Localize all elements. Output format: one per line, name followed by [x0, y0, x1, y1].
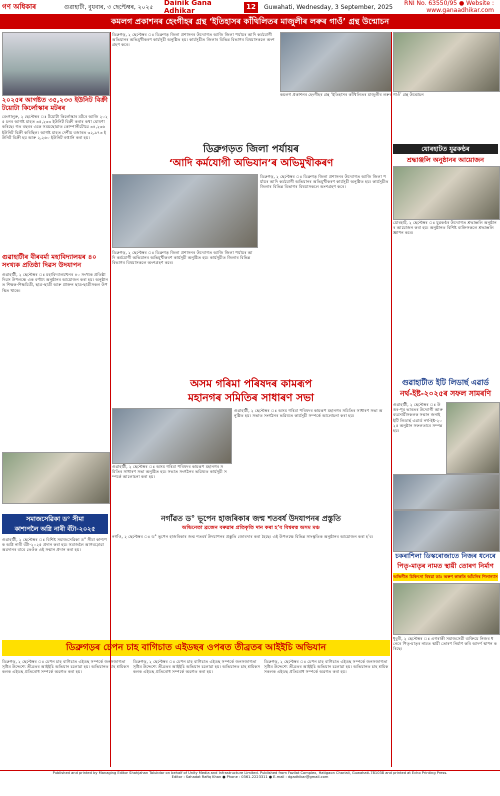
asom-garima-headline-2: মহানগৰ সমিতিৰ সাধাৰণ সভা: [188, 392, 314, 404]
dibrugarh-headline-1: ডিব্ৰুগড়ত জিলা পৰ্যায়ৰ: [203, 144, 299, 155]
toyota-body: বেংগালুৰু, ২ ছেপ্টেম্বৰ ঃ টয়োটা কিৰ্লোস্কাৰ মটৰে আজি ২০২৫ চনৰ আগষ্ট মাহত ৩৫,২৩৩ ইউনিট বিক্ৰী কৰাৰ কথা ঘোষণা কৰিছে। গত বছৰৰ একে সময়ছোৱাত কোম্পানীটোৱে ৩৪,২৩৬ ইউনিট বিক্ৰী কৰিছিল। আগষ্ট মাহত দেশীয় বজাৰত ৩২,৯৭৩ ইউনিট বিক্ৰী হয় আৰু ২,২৬০ ইউনিট ৰপ্তানি কৰা হয়।: [2, 114, 108, 140]
chepon-headline: ডিব্ৰুগড়ৰ চেপন চাহ বাগিচাত এইডছৰ ওপৰত তীব্ৰতৰ আইইচি অভিযান: [2, 640, 390, 656]
bhupen-subheadline: অভিনেতা ব্ৰজেন বৰুৱাৰ প্ৰতিকৃতি দান কৰা হ’ব বিশ্বৰত্ন অসম মঞ্চ: [182, 525, 320, 531]
jorhat-headline-1: যোৰহাটত যুৱকণ্ঠৰ: [393, 144, 498, 154]
asom-garima-body-2: গুৱাহাটী, ২ ছেপ্টেম্বৰ ঃ অসম গৰিমা পৰিষদৰ কামৰূপ মহানগৰ সমিতিৰ সাধাৰণ সভা অনুষ্ঠিত হয়। সভাত সংগঠনৰ ভৱিষ্যত কাৰ্যসূচী সম্পৰ্কে আলোচনা কৰা হয়।: [112, 464, 227, 480]
jorhat-body: যোৰহাট, ২ ছেপ্টেম্বৰ ঃ যুৱকণ্ঠৰ উদ্যোগত শ্ৰদ্ধাঞ্জলি অনুষ্ঠানৰ আয়োজন কৰা হয়। অনুষ্ঠানত বিশিষ্ট ব্যক্তিসকলে শ্ৰদ্ধাঞ্জলি জ্ঞাপন কৰে।: [393, 220, 497, 236]
date-assamese: গুৱাহাটী, বুধবাৰ, ৩ ছেপ্টেম্বৰ, ২০২৫: [64, 3, 154, 11]
chepon-body-2: ডিব্ৰুগড়, ২ ছেপ্টেম্বৰ ঃ চেপন চাহ বাগিচাত এইডছ সম্পৰ্কে জনসজাগতা সৃষ্টিৰ উদ্দেশ্যে তীব্ৰতৰ আইইচি অভিযান চলোৱা হয়। অভিযানত চাহ শ্ৰমিকসকলক এইডছ প্ৰতিৰোধ সম্পৰ্কে অৱগত কৰা হয়।: [133, 659, 261, 675]
rni-website: RNI No. 63550/95 ● Website : www.ganaadhikar.com: [404, 0, 494, 14]
it-leaders-headline-2: নৰ্থ-ইষ্ট-২০২৫ৰ সফল সামৰণি: [399, 389, 492, 398]
social-worker-headline-2: কাশ্যপলৈ অগ্নি নাৰী বঁটা-২০২৫: [2, 524, 108, 534]
chepon-body: ডিব্ৰুগড়, ২ ছেপ্টেম্বৰ ঃ চেপন চাহ বাগিচাত এইডছ সম্পৰ্কে জনসজাগতা সৃষ্টিৰ উদ্দেশ্যে তীব্ৰতৰ আইইচি অভিযান চলোৱা হয়। অভিযানত চাহ শ্ৰমিকসকলক এইডছ প্ৰতিৰোধ সম্পৰ্কে অৱগত কৰা হয়।: [2, 659, 130, 675]
paper-logo: গণ অধিকাৰ: [2, 3, 37, 11]
chakrashila-subheadline: অভিনীত চিকিৎসা বিষয়া ডাঃ অৰুণ কাকতি আঁচনিৰ শিলান্যাস: [393, 574, 498, 579]
social-worker-headline-1: সমাজসেৱিকা ড° সীমা: [2, 514, 108, 524]
it-leaders-photo: [446, 402, 500, 474]
footer-line-2: Editor : Sahadat Rafiq Khan ● Phone : 0361-2223311 ● E-mail : dgadhikar@gmail.com: [171, 775, 329, 780]
top-banner: কমলগ প্ৰকাশনৰ হেংগীহৰ গ্ৰন্থ ‘ইতিহাসৰ কাঁথিলিতৰ মাজুলীৰ লৰুৰ গাওঁ’ গ্ৰন্থ উন্মোচন: [0, 15, 500, 29]
dibrugarh-photo: [112, 174, 258, 248]
jorhat-headline-2: শ্ৰদ্ধাঞ্জলি অনুষ্ঠানৰ আয়োজন: [407, 156, 484, 164]
chakrashila-body: ধুবুৰী, ২ ছেপ্টেম্বৰ ঃ এগৰাকী সমাজসেৱী ব্যক্তিয়ে নিজৰ ধনেৰে পিতৃ-মাতৃৰ নামত স্থায়ী তোৰণ নিৰ্মাণ কৰি আদৰ্শ স্থাপন কৰিছে।: [393, 636, 497, 652]
page-number: 12: [244, 2, 258, 13]
asom-garima-headline-1: অসম গৰিমা পৰিষদৰ কামৰূপ: [190, 378, 312, 390]
column-rule: [391, 32, 392, 767]
bhupen-body: নগাঁও, ২ ছেপ্টেম্বৰ ঃ ড° ভূপেন হাজৰিকাৰ জন্ম শতবৰ্ষ উদযাপনৰ প্ৰস্তুতি জোৰদাৰ কৰা হৈছে। এই উপলক্ষে বিভিন্ন সাংস্কৃতিক অনুষ্ঠানৰ আয়োজন কৰা হ’ব।: [112, 534, 374, 539]
date-english: Guwahati, Wednesday, 3 September, 2025: [264, 3, 393, 11]
masthead: [0, 0, 500, 15]
it-leaders-photo-3: [393, 510, 500, 552]
column-rule: [110, 32, 111, 767]
paper-name: Dainik Gana Adhikar: [164, 0, 212, 15]
mahavidyalaya-body: গুৱাহাটী, ২ ছেপ্টেম্বৰ ঃ মহাবিদ্যালয়খনৰ ৪০ সংখ্যক প্ৰতিষ্ঠা দিৱস উপলক্ষে এক বৰ্ণাঢ্য অনুষ্ঠানৰ আয়োজন কৰা হয়। অনুষ্ঠানত শিক্ষক-শিক্ষয়িত্ৰী, ছাত্ৰ-ছাত্ৰী আৰু প্ৰাক্তন ছাত্ৰ-ছাত্ৰীসকল উপস্থিত থাকে।: [2, 272, 108, 293]
toyota-headline: ২০২৫ৰ আগষ্টত ৩৫,২৩৩ ইউনিট বিক্ৰী টয়োটা কিৰ্লোস্কাৰ মটৰৰ: [2, 96, 108, 112]
chepon-body-3: ডিব্ৰুগড়, ২ ছেপ্টেম্বৰ ঃ চেপন চাহ বাগিচাত এইডছ সম্পৰ্কে জনসজাগতা সৃষ্টিৰ উদ্দেশ্যে তীব্ৰতৰ আইইচি অভিযান চলোৱা হয়। অভিযানত চাহ শ্ৰমিকসকলক এইডছ প্ৰতিৰোধ সম্পৰ্কে অৱগত কৰা হয়।: [264, 659, 389, 675]
banner-photo-2: [393, 32, 500, 92]
footer-imprint: [0, 770, 500, 796]
jorhat-photo: [393, 166, 500, 220]
dibrugarh-headline-2: ‘আদি কৰ্মযোগী অভিযান’ৰ অভিমুখীকৰণ: [168, 158, 334, 169]
toyota-photo: [2, 32, 110, 96]
dibrugarh-body-2: ডিব্ৰুগড়, ২ ছেপ্টেম্বৰ ঃ ডিব্ৰুগড় জিলা প্ৰশাসনৰ উদ্যোগত আজি জিলা পৰ্যায়ৰ আদি কৰ্মযোগী অভিযানৰ অভিমুখীকৰণ কাৰ্যসূচী অনুষ্ঠিত হয়। কাৰ্যসূচীত জিলাৰ বিভিন্ন বিভাগৰ বিষয়াসকলে অংশগ্ৰহণ কৰে।: [112, 250, 253, 266]
dibrugarh-body: ডিব্ৰুগড়, ২ ছেপ্টেম্বৰ ঃ ডিব্ৰুগড় জিলা প্ৰশাসনৰ উদ্যোগত আজি জিলা পৰ্যায়ৰ আদি কৰ্মযোগী অভিযানৰ অভিমুখীকৰণ কাৰ্যসূচী অনুষ্ঠিত হয়। কাৰ্যসূচীত জিলাৰ বিভিন্ন বিভাগৰ বিষয়াসকলে অংশগ্ৰহণ কৰে।: [260, 174, 389, 190]
it-leaders-body: গুৱাহাটী, ২ ছেপ্টেম্বৰ ঃ উত্তৰ-পূব ভাৰতৰ উদ্যোগী আৰু ব্যৱসায়ীসকলক সন্মান জনাই ইটি লিডাৰ্ছ এৱাৰ্ড নৰ্থ-ইষ্ট-২০২৫ অনুষ্ঠান সফলতাৰে সম্পন্ন হয়।: [393, 402, 443, 434]
asom-garima-body: গুৱাহাটী, ২ ছেপ্টেম্বৰ ঃ অসম গৰিমা পৰিষদৰ কামৰূপ মহানগৰ সমিতিৰ সাধাৰণ সভা অনুষ্ঠিত হয়। সভাত সংগঠনৰ ভৱিষ্যত কাৰ্যসূচী সম্পৰ্কে আলোচনা কৰা হয়।: [234, 408, 383, 419]
banner-caption: কমলগ প্ৰকাশনৰ হেংগীহৰ গ্ৰন্থ ‘ইতিহাসৰ কাঁথিলিতৰ মাজুলীৰ লৰুৰ গাওঁ’ গ্ৰন্থ উন্মোচন: [280, 92, 424, 97]
social-worker-body: গুৱাহাটী, ২ ছেপ্টেম্বৰ ঃ বিশিষ্ট সমাজসেৱিকা ড° সীমা কাশ্যপক অগ্নি নাৰী বঁটা-২০২৫ প্ৰদান কৰা হয়। সমাজলৈ আগবঢ়োৱা অৱদানৰ বাবে তেওঁক এই সন্মান প্ৰদান কৰা হয়।: [2, 537, 107, 553]
it-leaders-photo-2: [393, 474, 500, 510]
mahavidyalaya-photo: [2, 452, 110, 504]
banner-photo-1: [280, 32, 392, 92]
it-leaders-headline-1: গুৱাহাটীত ইটি লিডাৰ্ছ এৱাৰ্ড: [402, 378, 489, 387]
mahavidyalaya-headline: গুৱাহাটীৰ বীৰবৰ্মা মহাবিদ্যালয়ৰ ৪০ সংখ্যক প্ৰতিষ্ঠা দিৱস উদযাপন: [2, 253, 97, 269]
bhupen-headline: নগাঁৱত ড° ভূপেন হাজৰিকাৰ জন্ম শতবৰ্ষ উদযাপনৰ প্ৰস্তুতি: [161, 514, 341, 523]
chakrashila-photo: [393, 583, 500, 635]
chakrashila-headline-1: চকৰাশিলা ডিস্কৰোজাতে নিজৰ ধনেৰে: [395, 552, 496, 560]
chakrashila-headline-2: পিতৃ-মাতৃৰ নামত স্থায়ী তোৰণ নিৰ্মাণ: [397, 562, 494, 570]
asom-garima-photo: [112, 408, 232, 464]
footer-line-1: Published and printed by Managing Editor Shahjahan Talukdar on behalf of Unity Media and Infrastructure Limited. Published from Fazilat Complex, Hatigaon Chariali, Guwahati-781038 and printed at Echo Printing Press.: [52, 771, 448, 775]
banner-story-body: ডিব্ৰুগড়, ২ ছেপ্টেম্বৰ ঃ ডিব্ৰুগড় জিলা প্ৰশাসনৰ উদ্যোগত আজি জিলা পৰ্যায়ৰ আদি কৰ্মযোগী অভিযানৰ অভিমুখীকৰণ কাৰ্যসূচী অনুষ্ঠিত হয়। কাৰ্যসূচীত জিলাৰ বিভিন্ন বিভাগৰ বিষয়াসকলে অংশগ্ৰহণ কৰে।: [112, 32, 275, 48]
